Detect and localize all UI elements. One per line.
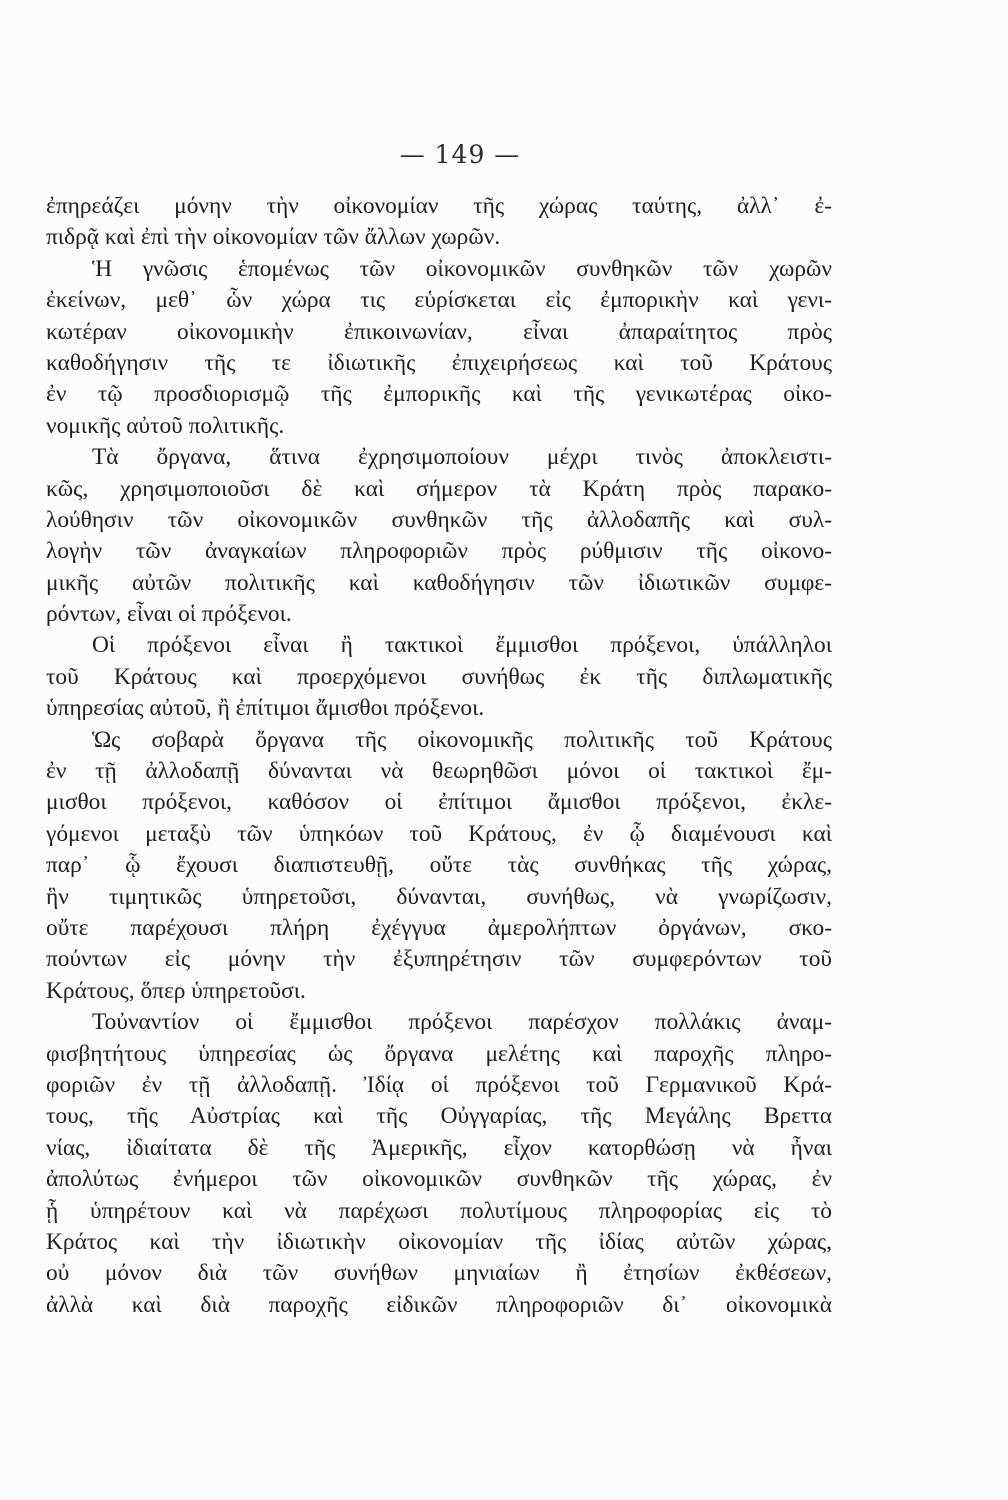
text-line: ἐν τῇ ἀλλοδαπῇ δύνανται νὰ θεωρηθῶσι μόνοι οἱ τακτικοὶ ἔμ-	[46, 758, 832, 785]
text-line: πούντων εἰς μόνην τὴν ἐξυπηρέτησιν τῶν συμφερόντων τοῦ	[46, 946, 832, 973]
text-line: λούθησιν τῶν οἰκονομικῶν συνθηκῶν τῆς ἀλλοδαπῆς καὶ συλ-	[46, 506, 832, 533]
text-line: ρόντων, εἶναι οἱ πρόξενοι.	[46, 601, 292, 628]
text-line: οὐ μόνον διὰ τῶν συνήθων μηνιαίων ἢ ἐτησίων ἐκθέσεων,	[46, 1260, 832, 1287]
body-text	[46, 191, 832, 1321]
text-line: Ὡς σοβαρὰ ὄργανα τῆς οἰκονομικῆς πολιτικῆς τοῦ Κράτους	[92, 726, 832, 753]
page-number: — 149 —	[399, 140, 521, 169]
text-line: Κράτους, ὅπερ ὑπηρετοῦσι.	[46, 977, 306, 1004]
text-line: μισθοι πρόξενοι, καθόσον οἱ ἐπίτιμοι ἄμισθοι πρόξενοι, ἐκλε-	[46, 789, 832, 816]
text-line: καθοδήγησιν τῆς τε ἰδιωτικῆς ἐπιχειρήσεως καὶ τοῦ Κράτους	[46, 349, 832, 376]
text-line: τους, τῆς Αὐστρίας καὶ τῆς Οὐγγαρίας, τῆς Μεγάλης Βρεττα	[46, 1103, 832, 1130]
text-line: ἀπολύτως ἐνήμεροι τῶν οἰκονομικῶν συνθηκῶν τῆς χώρας, ἐν	[46, 1166, 832, 1193]
text-line: Κράτος καὶ τὴν ἰδιωτικὴν οἰκονομίαν τῆς ἰδίας αὐτῶν χώρας,	[46, 1228, 832, 1255]
text-line: κῶς, χρησιμοποιοῦσι δὲ καὶ σήμερον τὰ Κράτη πρὸς παρακο-	[46, 475, 832, 502]
text-line: οὔτε παρέχουσι πλήρη ἐχέγγυα ἀμερολήπτων ὀργάνων, σκο-	[46, 914, 832, 941]
text-line: ἣν τιμητικῶς ὑπηρετοῦσι, δύνανται, συνήθως, νὰ γνωρίζωσιν,	[46, 883, 832, 910]
text-line: μικῆς αὐτῶν πολιτικῆς καὶ καθοδήγησιν τῶν ἰδιωτικῶν συμφε-	[46, 569, 832, 596]
text-line: φισβητήτους ὑπηρεσίας ὡς ὄργανα μελέτης καὶ παροχῆς πληρο-	[46, 1040, 832, 1067]
text-line: ἐκείνων, μεθ᾽ ὧν χώρα τις εὑρίσκεται εἰς ἐμπορικὴν καὶ γενι-	[46, 287, 832, 314]
text-line: γόμενοι μεταξὺ τῶν ὑπηκόων τοῦ Κράτους, ἐν ᾧ διαμένουσι καὶ	[46, 820, 832, 847]
text-line: νομικῆς αὐτοῦ πολιτικῆς.	[46, 412, 285, 439]
text-line: ὑπηρεσίας αὐτοῦ, ἢ ἐπίτιμοι ἄμισθοι πρόξενοι.	[46, 695, 485, 722]
text-line: ᾗ ὑπηρέτουν καὶ νὰ παρέχωσι πολυτίμους πληροφορίας εἰς τὸ	[46, 1197, 832, 1224]
text-line: τοῦ Κράτους καὶ προερχόμενοι συνήθως ἐκ τῆς διπλωματικῆς	[46, 663, 832, 690]
text-line: Ἡ γνῶσις ἑπομένως τῶν οἰκονομικῶν συνθηκῶν τῶν χωρῶν	[92, 255, 832, 282]
text-line: κωτέραν οἰκονομικὴν ἐπικοινωνίαν, εἶναι ἀπαραίτητος πρὸς	[46, 318, 832, 345]
text-line: ἀλλὰ καὶ διὰ παροχῆς εἰδικῶν πληροφοριῶν δι᾽ οἰκονομικὰ	[46, 1291, 832, 1318]
text-line: Τὰ ὄργανα, ἅτινα ἐχρησιμοποίουν μέχρι τινὸς ἀποκλειστι-	[92, 444, 832, 471]
text-line: λογὴν τῶν ἀναγκαίων πληροφοριῶν πρὸς ρύθμισιν τῆς οἰκονο-	[46, 538, 832, 565]
text-line: πιδρᾷ καὶ ἐπὶ τὴν οἰκονομίαν τῶν ἄλλων χωρῶν.	[46, 224, 501, 251]
text-line: φοριῶν ἐν τῇ ἀλλοδαπῇ. Ἰδίᾳ οἱ πρόξενοι τοῦ Γερμανικοῦ Κρά-	[46, 1071, 832, 1098]
text-line: Οἱ πρόξενοι εἶναι ἢ τακτικοὶ ἔμμισθοι πρόξενοι, ὑπάλληλοι	[92, 632, 832, 659]
text-line: ἐν τῷ προσδιορισμῷ τῆς ἐμπορικῆς καὶ τῆς γενικωτέρας οἰκο-	[46, 381, 832, 408]
text-line: Τοὐναντίον οἱ ἔμμισθοι πρόξενοι παρέσχον πολλάκις ἀναμ-	[92, 1009, 832, 1036]
text-line: παρ᾽ ᾧ ἔχουσι διαπιστευθῇ, οὔτε τὰς συνθήκας τῆς χώρας,	[46, 852, 832, 879]
text-line: ἐπηρεάζει μόνην τὴν οἰκονομίαν τῆς χώρας ταύτης, ἀλλ᾽ ἐ-	[46, 193, 832, 219]
text-line: νίας, ἰδιαίτατα δὲ τῆς Ἀμερικῆς, εἶχον κατορθώσῃ νὰ ἦναι	[46, 1134, 832, 1161]
